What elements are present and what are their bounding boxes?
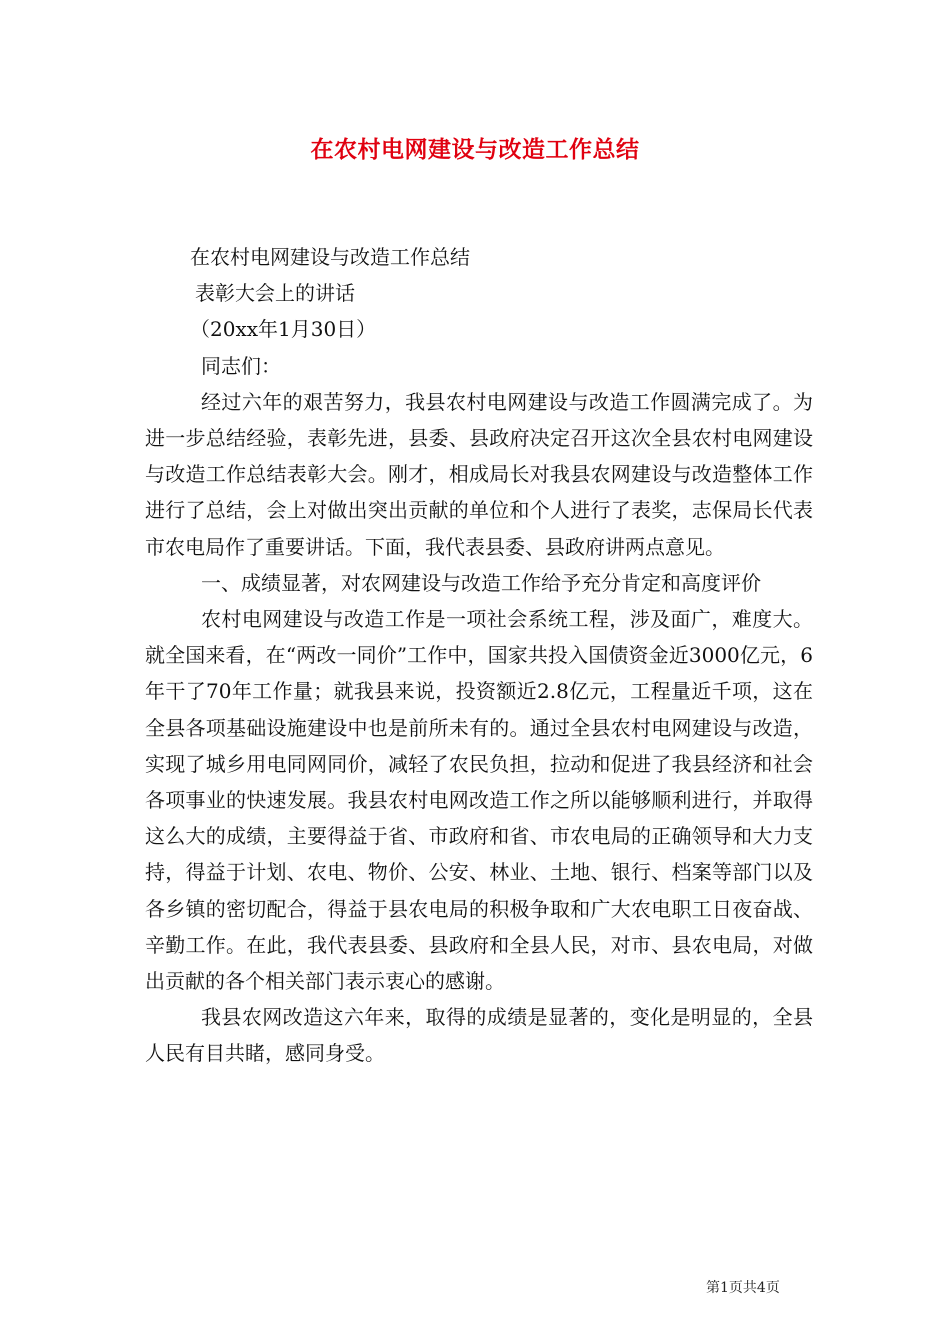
salutation: 同志们： bbox=[201, 353, 281, 378]
speech-date: （20xx年1月30日） bbox=[190, 317, 377, 342]
paragraph-achievements: 农村电网建设与改造工作是一项社会系统工程，涉及面广，难度大。就全国来看，在“两改一同价”工作中，国家共投入国债资金近3000亿元，6年干了70年工作量；就我县来说，投资额近2.8亿元，工程量近千项，这在全县各项基础设施建设中也是前所未有的。通过全县农村电网建设与改造，实现了城乡用电同网同价，减轻了农民负担，拉动和促进了我县经济和社会各项事业的快速发展。我县农村电网改造工作之所以能够顺利进行，并取得这么大的成绩，主要得益于省、市政府和省、市农电局的正确领导和大力支持，得益于计划、农电、物价、公安、林业、土地、银行、档案等部门以及各乡镇的密切配合，得益于县农电局的积极争取和广大农电职工日夜奋战、辛勤工作。在此，我代表县委、县政府和全县人民，对市、县农电局，对做出贡献的各个相关部门表示衷心的感谢。 bbox=[145, 606, 813, 993]
speech-title: 在农村电网建设与改造工作总结 bbox=[190, 245, 470, 269]
page-number: 第1页共4页 bbox=[706, 1280, 780, 1296]
document-title: 在农村电网建设与改造工作总结 bbox=[310, 136, 640, 163]
document-body bbox=[145, 239, 813, 1072]
section-heading-1: 一、成绩显著，对农网建设与改造工作给予充分肯定和高度评价 bbox=[201, 570, 761, 595]
paragraph-intro: 经过六年的艰苦努力，我县农村电网建设与改造工作圆满完成了。为进一步总结经验，表彰先进，县委、县政府决定召开这次全县农村电网建设与改造工作总结表彰大会。刚才，相成局长对我县农网建设与改造整体工作进行了总结，会上对做出突出贡献的单位和个人进行了表奖，志保局长代表市农电局作了重要讲话。下面，我代表县委、县政府讲两点意见。 bbox=[145, 389, 813, 559]
paragraph-summary: 我县农网改造这六年来，取得的成绩是显著的，变化是明显的，全县人民有目共睹，感同身受。 bbox=[145, 1005, 813, 1066]
speech-subtitle: 表彰大会上的讲话 bbox=[195, 281, 355, 306]
